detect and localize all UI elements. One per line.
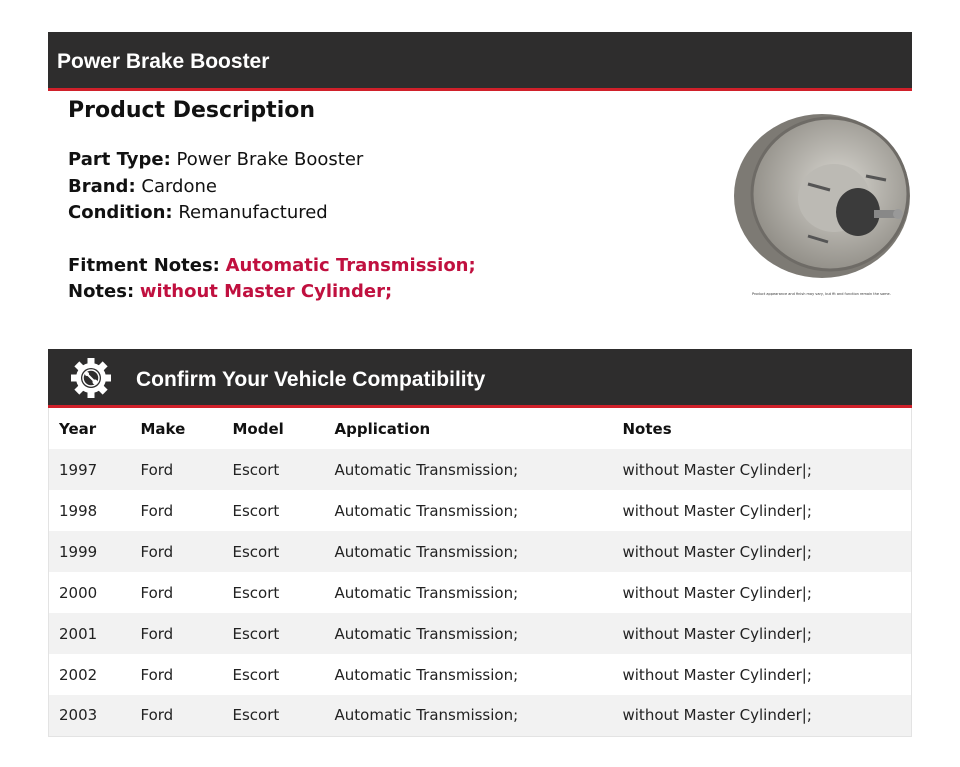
part-type-value: Power Brake Booster	[176, 149, 364, 170]
brand-value: Cardone	[141, 175, 217, 197]
cell-notes: without Master Cylinder|;	[622, 706, 812, 725]
cell-model: Escort	[232, 583, 280, 602]
cell-make: Ford	[140, 624, 174, 643]
table-row	[49, 490, 912, 531]
cell-notes: without Master Cylinder|;	[622, 624, 812, 643]
product-image-caption: Product appearance and finish may vary, but fit and function remain the same.	[752, 292, 891, 296]
cell-application: Automatic Transmission;	[334, 624, 519, 643]
fitment-value: Automatic Transmission;	[225, 254, 476, 276]
cell-model: Escort	[232, 624, 280, 643]
cell-model: Escort	[232, 542, 280, 561]
column-header-model: Model	[232, 419, 284, 438]
cell-notes: without Master Cylinder|;	[622, 665, 812, 684]
cell-make: Ford	[140, 542, 174, 561]
cell-model: Escort	[232, 460, 280, 479]
notes-line	[68, 279, 668, 306]
compatibility-title: Confirm Your Vehicle Compatibility	[136, 368, 486, 391]
table-row	[49, 654, 912, 695]
product-description	[68, 98, 668, 306]
compatibility-table	[48, 408, 912, 737]
fitment-label: Fitment Notes:	[68, 254, 220, 276]
part-type-line	[68, 147, 668, 174]
cell-notes: without Master Cylinder|;	[622, 501, 812, 520]
cell-year: 1999	[59, 542, 98, 561]
cell-model: Escort	[232, 665, 280, 684]
cell-make: Ford	[140, 501, 174, 520]
cell-application: Automatic Transmission;	[334, 665, 519, 684]
cell-notes: without Master Cylinder|;	[622, 542, 812, 561]
cell-make: Ford	[140, 665, 174, 684]
cell-year: 2003	[59, 706, 98, 725]
cell-year: 1997	[59, 460, 98, 479]
column-header-notes: Notes	[622, 419, 672, 438]
cell-year: 1998	[59, 501, 98, 520]
column-header-application: Application	[334, 419, 431, 438]
product-image	[722, 104, 912, 304]
column-header-make: Make	[140, 419, 186, 438]
table-row	[49, 531, 912, 572]
table-row	[49, 572, 912, 613]
product-title: Power Brake Booster	[57, 50, 270, 73]
notes-value: without Master Cylinder;	[139, 281, 393, 302]
gear-icon	[70, 357, 112, 399]
condition-label: Condition:	[68, 202, 173, 223]
cell-notes: without Master Cylinder|;	[622, 460, 812, 479]
part-type-label: Part Type:	[68, 149, 171, 170]
condition-value: Remanufactured	[178, 202, 328, 223]
cell-year: 2001	[59, 624, 98, 643]
table-row	[49, 695, 912, 736]
cell-application: Automatic Transmission;	[334, 460, 519, 479]
cell-make: Ford	[140, 706, 174, 725]
cell-application: Automatic Transmission;	[334, 706, 519, 725]
cell-make: Ford	[140, 460, 174, 479]
cell-application: Automatic Transmission;	[334, 583, 519, 602]
product-title-bar	[48, 32, 912, 91]
table-row	[49, 613, 912, 654]
cell-notes: without Master Cylinder|;	[622, 583, 812, 602]
cell-model: Escort	[232, 501, 280, 520]
condition-line	[68, 200, 668, 227]
notes-label: Notes:	[68, 281, 135, 302]
brand-line	[68, 174, 668, 201]
fitment-line	[68, 253, 668, 280]
cell-year: 2000	[59, 583, 98, 602]
cell-make: Ford	[140, 583, 174, 602]
table-header-row	[49, 408, 912, 449]
column-header-year: Year	[59, 419, 97, 438]
cell-application: Automatic Transmission;	[334, 501, 519, 520]
brand-label: Brand:	[68, 175, 136, 197]
cell-year: 2002	[59, 665, 98, 684]
table-row	[49, 449, 912, 490]
cell-model: Escort	[232, 706, 280, 725]
description-heading: Product Description	[68, 98, 316, 123]
compatibility-bar	[48, 349, 912, 408]
cell-application: Automatic Transmission;	[334, 542, 519, 561]
